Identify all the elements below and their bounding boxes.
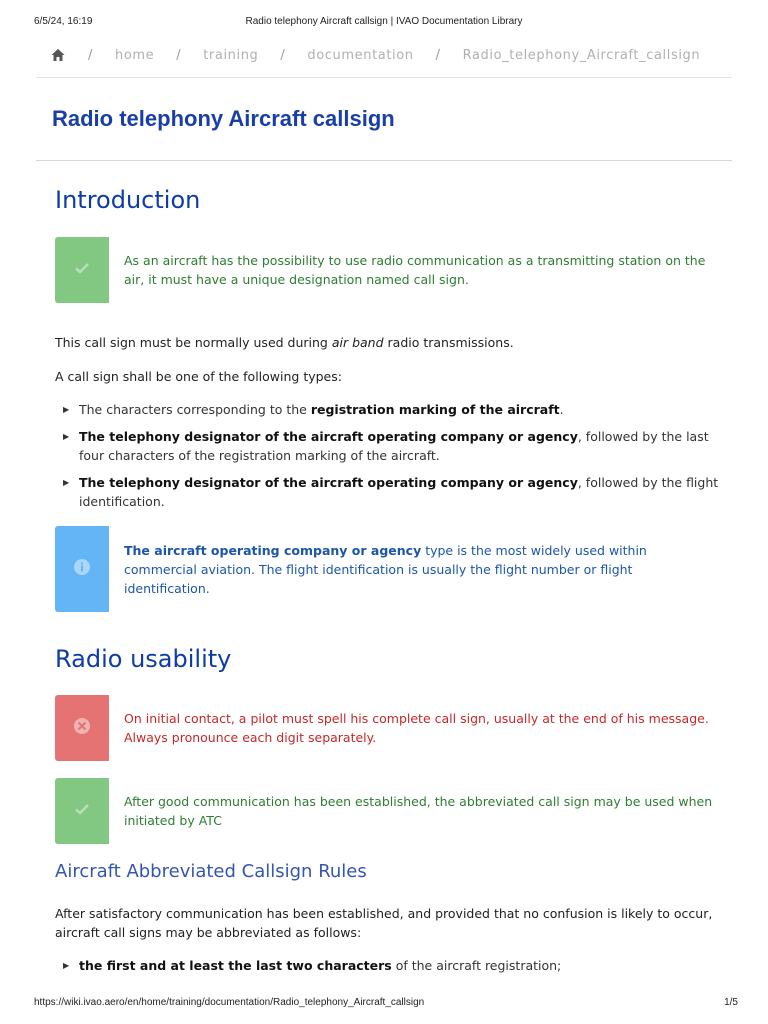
breadcrumb-separator: /: [88, 47, 93, 63]
info-alert: [55, 526, 720, 612]
breadcrumb-separator: /: [176, 47, 182, 63]
paragraph: [55, 333, 724, 352]
alert-bar: [55, 778, 109, 844]
list-item: [55, 400, 724, 419]
print-footer: [34, 997, 738, 1011]
bullet-triangle-icon: ▶: [63, 478, 70, 487]
alert-text: After good communication has been established, the abbreviated call sign may be used when initiated by ATC: [124, 794, 713, 828]
alert-bar: [55, 526, 109, 612]
list-item: [55, 427, 724, 465]
list-item-text: .: [559, 402, 564, 417]
print-datetime: 6/5/24, 16:19: [34, 16, 93, 27]
breadcrumb-item-documentation[interactable]: documentation: [307, 47, 414, 63]
breadcrumb-separator: /: [280, 47, 286, 63]
bullet-triangle-icon: ▶: [63, 432, 70, 441]
list-item-text: , followed by the flight identification.: [79, 475, 719, 509]
list-item-bold: The telephony designator of the aircraft operating company or agency: [79, 475, 578, 490]
section-heading-radio-usability: Radio usability: [55, 645, 232, 673]
alert-bar: [55, 695, 109, 761]
page-number: 1/5: [724, 997, 738, 1008]
home-icon[interactable]: [50, 47, 66, 63]
alert-bold-text: The aircraft operating company or agency: [124, 542, 422, 558]
danger-alert: [55, 695, 720, 761]
success-alert: [55, 778, 720, 844]
bullet-triangle-icon: ▶: [63, 405, 70, 414]
divider: [36, 77, 732, 78]
list-item-bold: The telephony designator of the aircraft operating company or agency: [79, 429, 578, 444]
bullet-triangle-icon: ▶: [63, 961, 70, 970]
list-item-text: The characters corresponding to the: [79, 402, 311, 417]
list-item-text: of the aircraft registration;: [391, 958, 562, 973]
alert-text: On initial contact, a pilot must spell his complete call sign, usually at the end of his message. Always pronounce each digit separately.: [124, 711, 709, 745]
close-circle-icon: [72, 716, 92, 740]
alert-bar: [55, 237, 109, 303]
print-url: https://wiki.ivao.aero/en/home/training/documentation/Radio_telephony_Aircraft_callsign: [34, 997, 425, 1008]
paragraph: After satisfactory communication has been established, and provided that no confusion is likely to occur, aircraft call signs may be abbreviated as follows:: [55, 906, 713, 940]
list-item: [55, 473, 724, 511]
alert-text: As an aircraft has the possibility to use radio communication as a transmitting station on the air, it must have a unique designation named call sign.: [124, 253, 706, 287]
bullet-list: [55, 956, 724, 983]
alert-text: [109, 526, 720, 612]
alert-body-text: type is the most widely used within commercial aviation. The flight identification is usually the flight number or flight identification.: [124, 542, 647, 596]
list-item: [55, 956, 724, 975]
paragraph-text: This call sign must be normally used during: [55, 335, 332, 350]
success-alert: [55, 237, 720, 303]
page-title: Radio telephony Aircraft callsign: [52, 106, 395, 131]
breadcrumb-item-training[interactable]: training: [203, 47, 259, 63]
check-icon: [73, 800, 91, 822]
info-icon: [72, 557, 92, 581]
paragraph: A call sign shall be one of the following types:: [55, 369, 342, 384]
breadcrumb-item-current[interactable]: Radio_telephony_Aircraft_callsign: [462, 47, 701, 63]
bullet-list: [55, 400, 724, 519]
paragraph-text: radio transmissions.: [383, 335, 514, 350]
breadcrumb-separator: /: [435, 47, 441, 63]
check-icon: [73, 259, 91, 281]
print-document-title: Radio telephony Aircraft callsign | IVAO Documentation Library: [245, 16, 523, 27]
print-header: [34, 16, 734, 30]
breadcrumb-item-home[interactable]: home: [114, 47, 155, 63]
list-item-bold: the first and at least the last two characters: [79, 958, 392, 973]
list-item-bold: registration marking of the aircraft: [310, 402, 560, 417]
list-item-text: , followed by the last four characters of the registration marking of the aircraft.: [79, 429, 709, 463]
divider: [36, 160, 732, 161]
breadcrumb: [50, 44, 700, 66]
emphasis-text: air band: [331, 335, 384, 350]
subsection-heading-abbreviated-rules: Aircraft Abbreviated Callsign Rules: [55, 861, 367, 882]
section-heading-introduction: Introduction: [55, 186, 201, 214]
